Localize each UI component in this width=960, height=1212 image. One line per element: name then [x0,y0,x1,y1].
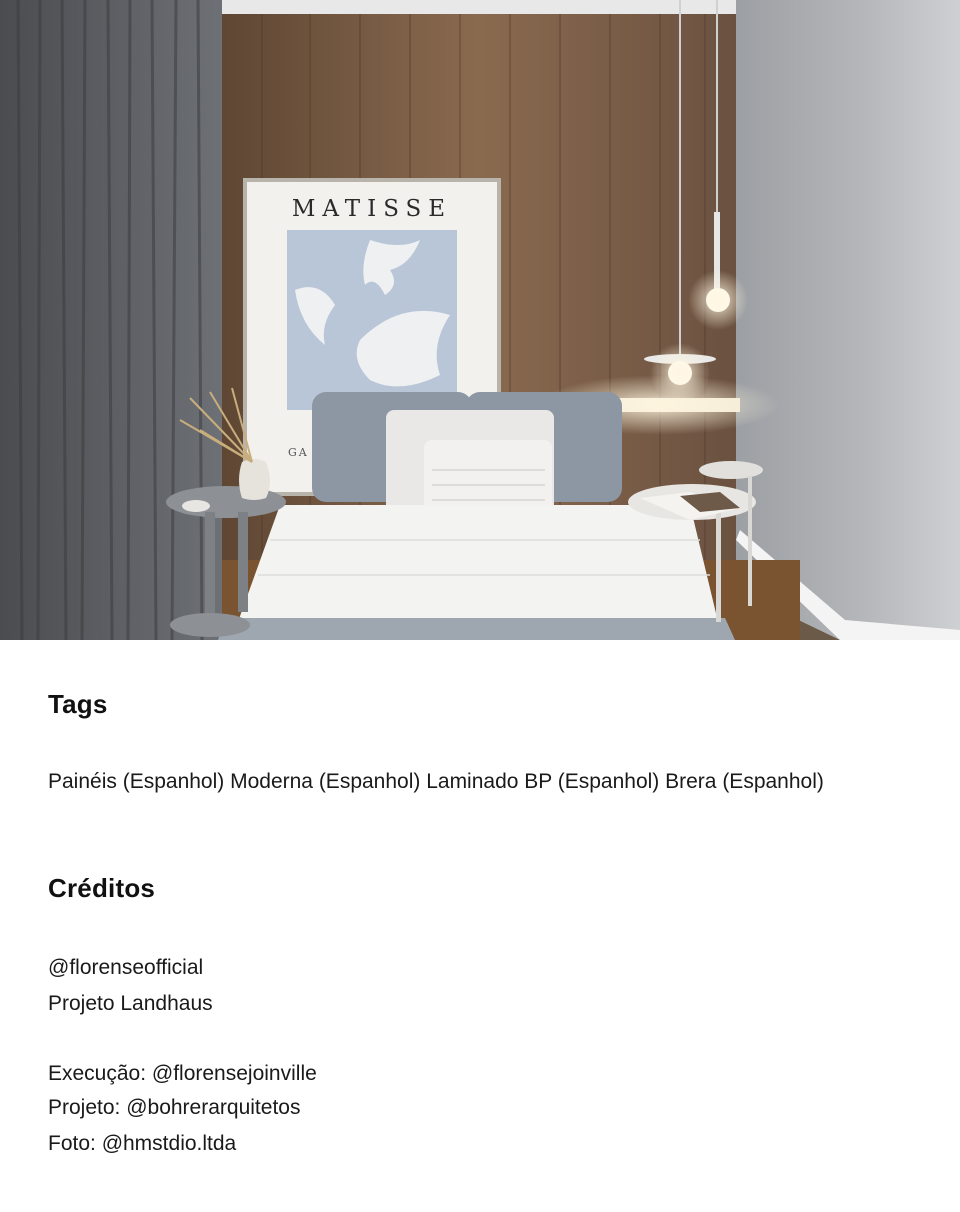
tags-list: Painéis (Espanhol) Moderna (Espanhol) Laminado BP (Espanhol) Brera (Espanhol) [48,770,824,793]
credits-heading: Créditos [48,873,156,903]
credit-line-project-name: Projeto Landhaus [48,992,213,1015]
credit-line-photo: Foto: @hmstdio.ltda [48,1132,237,1155]
poster-subtitle: GA [288,446,309,459]
credit-line-architect: Projeto: @bohrerarquitetos [48,1096,301,1119]
poster-title: MATISSE [291,196,453,222]
tags-heading: Tags [48,689,108,719]
credit-line-execution: Execução: @florensejoinville [48,1062,317,1085]
credit-line-instagram: @florenseofficial [48,956,204,979]
